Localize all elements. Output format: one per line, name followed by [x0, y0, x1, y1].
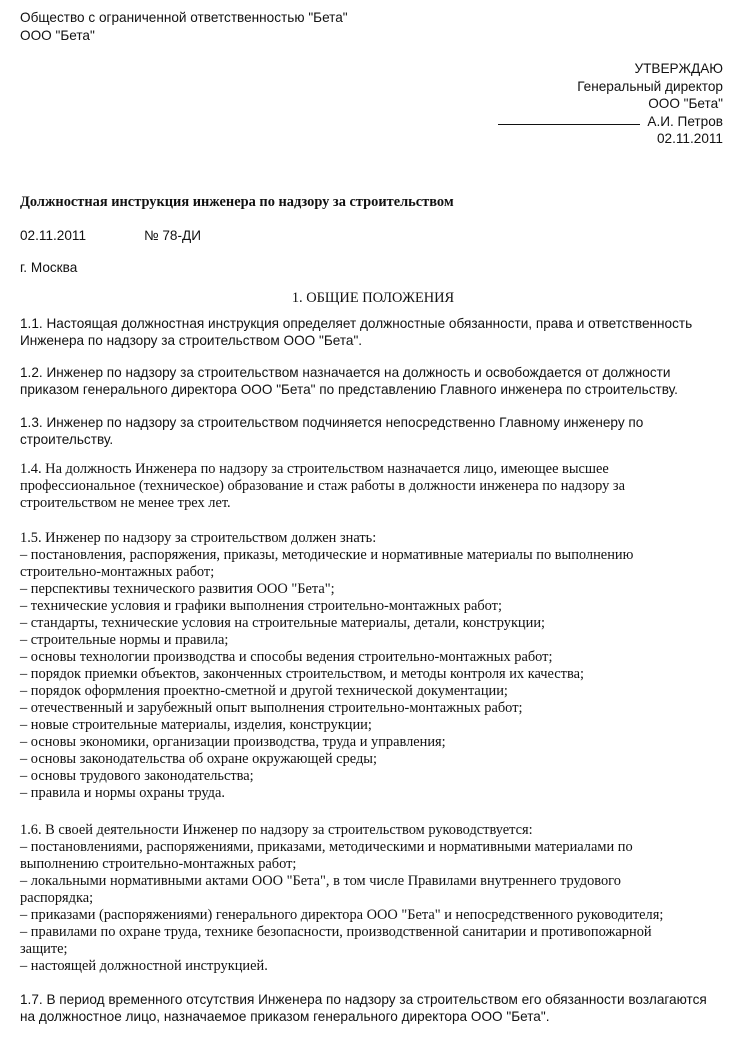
- approval-signature-row: [498, 113, 723, 131]
- paragraph-line: на должностное лицо, назначаемое приказом генерального директора ООО "Бета".: [20, 1009, 550, 1024]
- guidance-list: [20, 839, 726, 975]
- list-item: – новые строительные материалы, изделия, конструкции;: [20, 717, 372, 733]
- approval-date: 02.11.2011: [656, 131, 723, 146]
- paragraph-line: 1.6. В своей деятельности Инженер по надзору за строительством руководствуется:: [20, 822, 533, 838]
- paragraph-line: 1.2. Инженер по надзору за строительством назначается на должность и освобождается от должности: [20, 365, 671, 380]
- paragraph-line: строительству.: [20, 432, 114, 447]
- document-title: Должностная инструкция инженера по надзору за строительством: [20, 194, 454, 210]
- paragraph-line: 1.3. Инженер по надзору за строительством подчиняется непосредственно Главному инженеру по: [20, 415, 644, 430]
- paragraph-line: 1.5. Инженер по надзору за строительством должен знать:: [20, 530, 377, 546]
- list-item: – порядок приемки объектов, законченных строительством, и методы контроля их качества;: [20, 666, 584, 682]
- list-item: – основы трудового законодательства;: [20, 768, 254, 784]
- document-date: 02.11.2011: [20, 228, 87, 243]
- paragraph-1-5: [20, 530, 726, 802]
- list-item: – основы технологии производства и способы ведения строительно-монтажных работ;: [20, 649, 553, 665]
- document-number: № 78-ДИ: [144, 228, 201, 243]
- approval-block: [498, 60, 723, 148]
- list-item: – технические условия и графики выполнения строительно-монтажных работ;: [20, 598, 502, 614]
- signature-line: [498, 124, 640, 125]
- list-item: распорядка;: [20, 890, 94, 906]
- paragraph-1-3: [20, 414, 726, 448]
- list-item: – правилами по охране труда, технике безопасности, производственной санитарии и противопожарной: [20, 924, 652, 940]
- list-item: выполнению строительно-монтажных работ;: [20, 856, 297, 872]
- list-item: – постановлениями, распоряжениями, приказами, методическими и нормативными материалами по: [20, 839, 633, 855]
- document-city: г. Москва: [20, 260, 78, 275]
- list-item: – основы законодательства об охране окружающей среды;: [20, 751, 377, 767]
- paragraph-1-1: [20, 315, 726, 349]
- list-item: – порядок оформления проектно-сметной и другой технической документации;: [20, 683, 508, 699]
- list-item: – стандарты, технические условия на строительные материалы, детали, конструкции;: [20, 615, 546, 631]
- paragraph-line: 1.4. На должность Инженера по надзору за строительством назначается лицо, имеющее высшее: [20, 461, 609, 477]
- list-item: – основы экономики, организации производства, труда и управления;: [20, 734, 446, 750]
- paragraph-line: 1.7. В период временного отсутствия Инженера по надзору за строительством его обязанности возлагаются: [20, 992, 707, 1007]
- knowledge-list: [20, 547, 726, 802]
- paragraph-1-6: [20, 822, 726, 975]
- list-item: – перспективы технического развития ООО "Бета";: [20, 581, 335, 597]
- paragraph-line: Инженера по надзору за строительством ООО "Бета".: [20, 333, 363, 348]
- paragraph-line: строительством не менее трех лет.: [20, 495, 231, 511]
- list-item: – приказами (распоряжениями) генерального директора ООО "Бета" и непосредственного руководителя;: [20, 907, 664, 923]
- organization-header: [20, 9, 348, 45]
- list-item: строительно-монтажных работ;: [20, 564, 215, 580]
- list-item: – настоящей должностной инструкцией.: [20, 958, 268, 974]
- paragraph-line: приказом генерального директора ООО "Бета" по представлению Главного инженера по строительству.: [20, 382, 678, 397]
- list-item: – строительные нормы и правила;: [20, 632, 229, 648]
- section-heading: 1. ОБЩИЕ ПОЛОЖЕНИЯ: [291, 290, 455, 306]
- list-item: – постановления, распоряжения, приказы, методические и нормативные материалы по выполнению: [20, 547, 634, 563]
- list-item: – локальными нормативными актами ООО "Бета", в том числе Правилами внутреннего трудового: [20, 873, 621, 889]
- document-meta: [20, 227, 201, 245]
- paragraph-1-4: [20, 461, 726, 512]
- approval-company: ООО "Бета": [648, 96, 723, 111]
- paragraph-1-7: [20, 991, 726, 1025]
- list-item: защите;: [20, 941, 68, 957]
- approval-position: Генеральный директор: [577, 78, 723, 94]
- paragraph-line: профессиональное (техническое) образование и стаж работы в должности инженера по надзору за: [20, 478, 625, 494]
- list-item: – правила и нормы охраны труда.: [20, 785, 225, 801]
- list-item: – отечественный и зарубежный опыт выполнения строительно-монтажных работ;: [20, 700, 523, 716]
- organization-full-name: Общество с ограниченной ответственностью "Бета": [20, 10, 348, 25]
- approval-stamp: УТВЕРЖДАЮ: [634, 61, 723, 76]
- organization-short-name: ООО "Бета": [20, 28, 95, 43]
- paragraph-line: 1.1. Настоящая должностная инструкция определяет должностные обязанности, права и ответственность: [20, 316, 693, 331]
- paragraph-1-2: [20, 364, 726, 398]
- approval-signer: А.И. Петров: [647, 113, 723, 129]
